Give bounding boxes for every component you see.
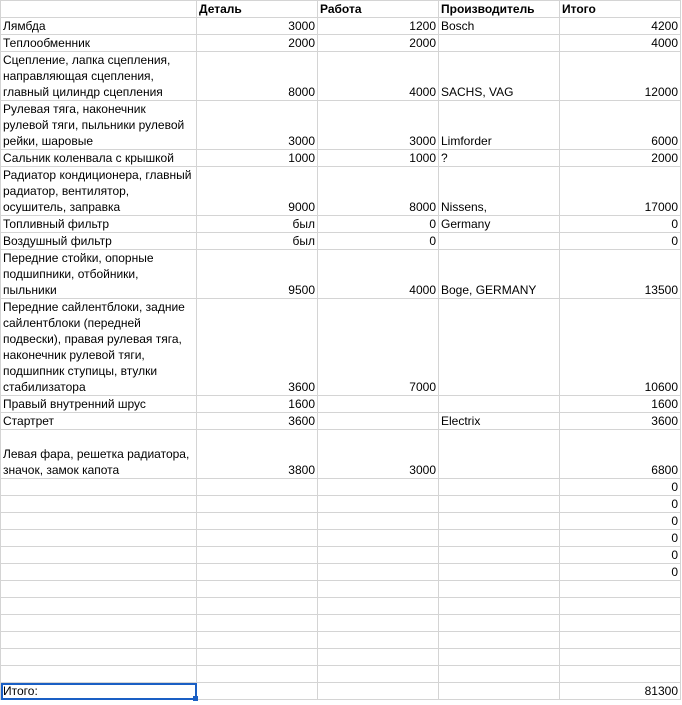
table-row xyxy=(1,496,681,513)
cell-work[interactable]: 3000 xyxy=(318,101,439,150)
selection-handle[interactable] xyxy=(193,696,198,701)
grid-body xyxy=(1,1,681,700)
cell-name[interactable] xyxy=(1,598,197,615)
cell-total[interactable]: 2000 xyxy=(560,150,681,167)
cell-detail[interactable]: 9000 xyxy=(197,167,318,216)
cell-name[interactable]: Передние сайлентблоки, задние сайлентблоки (передней подвески), правая рулевая тяга, наконечник рулевой тяги, подшипник ступицы, втулки стабилизатора xyxy=(1,299,197,396)
cell-maker[interactable] xyxy=(439,299,560,396)
cell-maker[interactable] xyxy=(439,564,560,581)
cell-maker[interactable] xyxy=(439,666,560,683)
cell-maker[interactable] xyxy=(439,479,560,496)
cell-name[interactable] xyxy=(1,530,197,547)
cell-total[interactable]: 12000 xyxy=(560,52,681,101)
cell-name[interactable]: Радиатор кондиционера, главный радиатор, вентилятор, осушитель, заправка xyxy=(1,167,197,216)
table-row xyxy=(1,216,681,233)
cell-work[interactable]: 4000 xyxy=(318,250,439,299)
cell-detail[interactable]: 8000 xyxy=(197,52,318,101)
cell-work[interactable]: 1200 xyxy=(318,18,439,35)
cell-work[interactable]: 4000 xyxy=(318,52,439,101)
cell-maker[interactable] xyxy=(439,632,560,649)
cell-work[interactable] xyxy=(318,496,439,513)
cell-work[interactable] xyxy=(318,581,439,598)
cell-name[interactable] xyxy=(1,479,197,496)
cell-maker[interactable] xyxy=(439,615,560,632)
cell-name[interactable] xyxy=(1,666,197,683)
cell-name[interactable]: Итого: xyxy=(1,683,197,700)
cell-total[interactable] xyxy=(560,632,681,649)
cell-total[interactable]: 6000 xyxy=(560,101,681,150)
cell-detail[interactable] xyxy=(197,564,318,581)
cell-maker[interactable]: ? xyxy=(439,150,560,167)
cell-detail[interactable]: 3600 xyxy=(197,299,318,396)
table-row xyxy=(1,666,681,683)
cell-total[interactable]: 0 xyxy=(560,233,681,250)
cell-name[interactable] xyxy=(1,547,197,564)
cell-total[interactable]: 0 xyxy=(560,216,681,233)
cell-name[interactable]: Топливный фильтр xyxy=(1,216,197,233)
cell-work[interactable]: 0 xyxy=(318,233,439,250)
header-cell-name[interactable] xyxy=(1,1,197,18)
cell-detail[interactable] xyxy=(197,683,318,700)
cell-work[interactable]: 8000 xyxy=(318,167,439,216)
cell-total[interactable]: 0 xyxy=(560,564,681,581)
cell-total[interactable]: 10600 xyxy=(560,299,681,396)
header-row xyxy=(1,1,681,18)
cell-name[interactable]: Рулевая тяга, наконечник рулевой тяги, пыльники рулевой рейки, шаровые xyxy=(1,101,197,150)
cell-name[interactable] xyxy=(1,513,197,530)
cell-work[interactable] xyxy=(318,396,439,413)
cell-name[interactable]: Теплообменник xyxy=(1,35,197,52)
cell-total[interactable]: 4000 xyxy=(560,35,681,52)
cell-maker[interactable] xyxy=(439,581,560,598)
cell-name[interactable]: Лямбда xyxy=(1,18,197,35)
cell-maker[interactable] xyxy=(439,496,560,513)
cell-work[interactable] xyxy=(318,530,439,547)
cell-detail[interactable]: был xyxy=(197,233,318,250)
cell-detail[interactable]: 3600 xyxy=(197,413,318,430)
cell-name[interactable] xyxy=(1,649,197,666)
table-row xyxy=(1,52,681,101)
cell-work[interactable]: 3000 xyxy=(318,430,439,479)
cell-total[interactable]: 0 xyxy=(560,547,681,564)
cell-total[interactable]: 81300 xyxy=(560,683,681,700)
cell-maker[interactable]: Bosch xyxy=(439,18,560,35)
cell-detail[interactable]: 2000 xyxy=(197,35,318,52)
cell-total[interactable]: 0 xyxy=(560,530,681,547)
table-row xyxy=(1,413,681,430)
cell-maker[interactable] xyxy=(439,598,560,615)
cell-detail[interactable] xyxy=(197,513,318,530)
table-row xyxy=(1,649,681,666)
cell-total[interactable]: 0 xyxy=(560,496,681,513)
cell-detail[interactable] xyxy=(197,649,318,666)
cell-total[interactable]: 0 xyxy=(560,479,681,496)
cell-total[interactable]: 4200 xyxy=(560,18,681,35)
table-row xyxy=(1,299,681,396)
cell-detail[interactable] xyxy=(197,547,318,564)
cell-maker[interactable] xyxy=(439,547,560,564)
cell-maker[interactable] xyxy=(439,683,560,700)
cell-detail[interactable]: 9500 xyxy=(197,250,318,299)
table-row xyxy=(1,233,681,250)
header-cell-work[interactable]: Работа xyxy=(318,1,439,18)
header-cell-total[interactable]: Итого xyxy=(560,1,681,18)
cell-total[interactable] xyxy=(560,598,681,615)
cell-detail[interactable]: 3000 xyxy=(197,18,318,35)
cell-total[interactable]: 6800 xyxy=(560,430,681,479)
cell-detail[interactable] xyxy=(197,530,318,547)
cell-maker[interactable] xyxy=(439,35,560,52)
cell-work[interactable] xyxy=(318,683,439,700)
cell-maker[interactable] xyxy=(439,530,560,547)
table-row xyxy=(1,632,681,649)
cell-work[interactable] xyxy=(318,413,439,430)
cell-total[interactable]: 13500 xyxy=(560,250,681,299)
cell-total[interactable] xyxy=(560,649,681,666)
cell-detail[interactable] xyxy=(197,615,318,632)
cell-maker[interactable]: Nissens, xyxy=(439,167,560,216)
cell-total[interactable]: 17000 xyxy=(560,167,681,216)
table-row xyxy=(1,547,681,564)
cell-maker[interactable]: Germany xyxy=(439,216,560,233)
table-row xyxy=(1,101,681,150)
cell-name[interactable]: Сцепление, лапка сцепления, направляющая сцепления, главный цилиндр сцепления xyxy=(1,52,197,101)
table-row xyxy=(1,598,681,615)
cell-detail[interactable] xyxy=(197,581,318,598)
cell-total[interactable]: 3600 xyxy=(560,413,681,430)
cell-total[interactable] xyxy=(560,581,681,598)
cell-work[interactable] xyxy=(318,479,439,496)
cell-maker[interactable] xyxy=(439,513,560,530)
table-row xyxy=(1,513,681,530)
cell-maker[interactable]: SACHS, VAG xyxy=(439,52,560,101)
cell-detail[interactable] xyxy=(197,598,318,615)
cell-maker[interactable] xyxy=(439,396,560,413)
cell-work[interactable] xyxy=(318,564,439,581)
cell-work[interactable] xyxy=(318,513,439,530)
header-cell-maker[interactable]: Производитель xyxy=(439,1,560,18)
cell-maker[interactable]: Boge, GERMANY xyxy=(439,250,560,299)
cell-name[interactable] xyxy=(1,615,197,632)
table-row xyxy=(1,581,681,598)
cell-detail[interactable]: был xyxy=(197,216,318,233)
table-row xyxy=(1,167,681,216)
header-cell-detail[interactable]: Деталь xyxy=(197,1,318,18)
cell-work[interactable] xyxy=(318,547,439,564)
table-row xyxy=(1,564,681,581)
cell-name[interactable]: Сальник коленвала с крышкой xyxy=(1,150,197,167)
cell-total[interactable] xyxy=(560,615,681,632)
cell-detail[interactable]: 3000 xyxy=(197,101,318,150)
cell-name[interactable] xyxy=(1,581,197,598)
cell-total[interactable]: 0 xyxy=(560,513,681,530)
table-row xyxy=(1,150,681,167)
cell-name[interactable]: Левая фара, решетка радиатора, значок, замок капота xyxy=(1,430,197,479)
cell-total[interactable] xyxy=(560,666,681,683)
cell-work[interactable]: 1000 xyxy=(318,150,439,167)
cell-detail[interactable] xyxy=(197,496,318,513)
table-row xyxy=(1,396,681,413)
table-row xyxy=(1,35,681,52)
cell-detail[interactable] xyxy=(197,632,318,649)
cell-maker[interactable]: Limforder xyxy=(439,101,560,150)
cell-name[interactable]: Правый внутренний шрус xyxy=(1,396,197,413)
table-row xyxy=(1,615,681,632)
cell-detail[interactable]: 3800 xyxy=(197,430,318,479)
cell-detail[interactable]: 1600 xyxy=(197,396,318,413)
cell-maker[interactable] xyxy=(439,430,560,479)
cell-work[interactable] xyxy=(318,615,439,632)
cell-maker[interactable] xyxy=(439,233,560,250)
cell-detail[interactable]: 1000 xyxy=(197,150,318,167)
cell-name[interactable]: Передние стойки, опорные подшипники, отбойники, пыльники xyxy=(1,250,197,299)
cell-name[interactable] xyxy=(1,496,197,513)
cell-maker[interactable]: Electrix xyxy=(439,413,560,430)
cell-name[interactable] xyxy=(1,632,197,649)
cell-detail[interactable] xyxy=(197,479,318,496)
cell-name[interactable] xyxy=(1,564,197,581)
cell-work[interactable] xyxy=(318,666,439,683)
cell-name[interactable]: Воздушный фильтр xyxy=(1,233,197,250)
cell-name[interactable]: Стартрет xyxy=(1,413,197,430)
cell-total[interactable]: 1600 xyxy=(560,396,681,413)
table-row xyxy=(1,250,681,299)
table-row xyxy=(1,479,681,496)
table-row xyxy=(1,430,681,479)
cell-work[interactable] xyxy=(318,598,439,615)
table-row xyxy=(1,18,681,35)
cell-detail[interactable] xyxy=(197,666,318,683)
cell-work[interactable]: 0 xyxy=(318,216,439,233)
cell-work[interactable] xyxy=(318,632,439,649)
cell-work[interactable]: 2000 xyxy=(318,35,439,52)
cell-maker[interactable] xyxy=(439,649,560,666)
cell-work[interactable] xyxy=(318,649,439,666)
table-row xyxy=(1,530,681,547)
cell-work[interactable]: 7000 xyxy=(318,299,439,396)
summary-row xyxy=(1,683,681,700)
